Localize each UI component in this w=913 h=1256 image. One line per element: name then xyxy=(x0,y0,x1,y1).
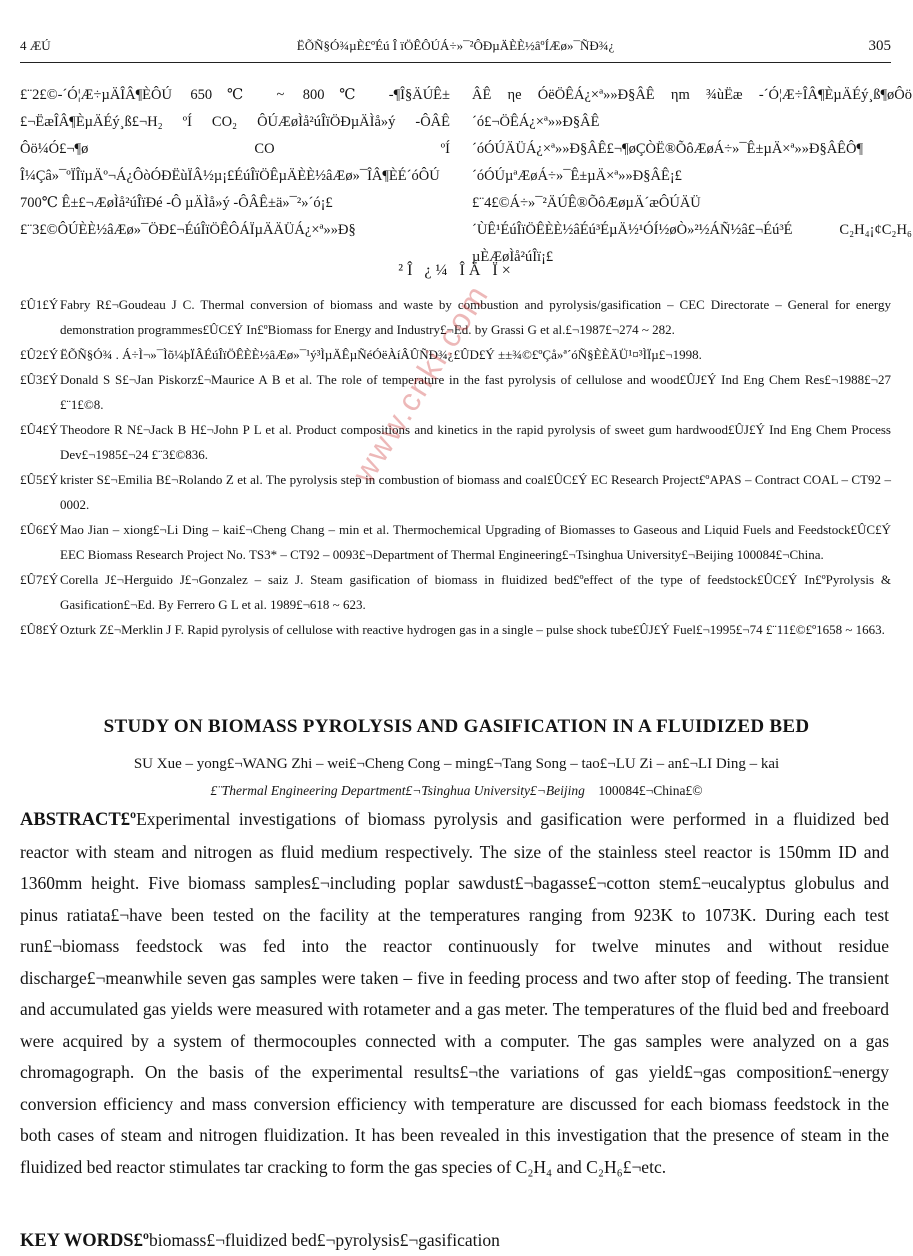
affiliation-postcode: 100084£¬China£© xyxy=(598,783,703,798)
reference-item xyxy=(20,567,891,617)
body-paragraph: £¨3£©ÔÚÈÈ½âÆø»¯ÖÐ£¬ÉúÎïÖÊÔÁÏµÄÄÜÁ¿×ª»»Ð§ xyxy=(20,222,356,238)
running-title: ËÕÑ§Ó¾µÈ£ºÉú Î ïÖÊÔÚÁ÷»¯²ÔÐµÄÈÈ½âºÍÆø»¯ÑÐ¾¿ xyxy=(296,38,615,53)
body-paragraph: ÂÊ ηe ÓëÖÊÁ¿×ª»»Ð§ÂÊ ηm ¾ùËæ -´Ó¦Æ÷ÎÂ¶ÈµÄÉý¸ß¶øÔö´ó£¬ÖÊÁ¿×ª»»Ð§ÂÊ´óÓÚÄÜÁ¿×ª»»Ð§ÂÊ£¬¶øÇÒË®ÕôÆøÁ÷»¯Ê±µÄ×ª»»Ð§ÂÊÔ¶´óÓÚµªÆøÁ÷»¯Ê±µÄ×ª»»Ð§ÂÊ¡£ xyxy=(472,87,912,184)
reference-number: £Û3£Ý xyxy=(20,372,59,387)
reference-text: krister S£¬Emilia B£¬Rolando Z et al. The pyrolysis step in combustion of biomass and coal£ÛC£Ý EC Research Project£ºAPAS – Contract COAL – CT92 – 0002. xyxy=(60,472,891,512)
keywords-text: biomass£¬fluidized bed£¬pyrolysis£¬gasification xyxy=(148,1230,500,1250)
reference-item xyxy=(20,617,891,642)
page-number-left: 4 ÆÚ xyxy=(20,38,51,53)
header-rule xyxy=(20,62,891,63)
keywords-label: KEY WORDS£º xyxy=(20,1231,149,1251)
reference-item xyxy=(20,292,891,342)
abstract-text: Experimental investigations of biomass pyrolysis and gasification were performed in a fluidized bed reactor with steam and nitrogen as fluid medium respectively. The size of the stainless steel reactor is 150mm ID and 1360mm height. Five biomass samples£¬including poplar sawdust£¬bagasse£¬cotton stem£¬eucalyptus globulus and pinus ratiata£¬have been tested on the facility at the temperatures ranging from 923K to 1073K. During each test run£¬biomass feedstock was fed into the reactor continuously for twelve minutes and without residue discharge£¬meanwhile seven gas samples were taken – five in feeding process and two after stop of feeding. The transient and accumulated gas yields were measured with rotameter and a gas meter. The temperatures of the fluid bed and freeboard were acquired by a system of thermocouples connected with a computer. The gas samples were analyzed on a gas chromagograph. On the basis of the experimental results£¬the variations of gas yield£¬gas composition£¬energy conversion efficiency and mass conversion efficiency with temperature are discussed for each biomass feedstock in the both cases of steam and nitrogen fluidization. It has been revealed in this investigation that the presence of steam in the fluidized bed reactor stimulates tar cracking to form the gas species of C₂H₄ and C₂H₆£¬etc. xyxy=(20,809,889,1177)
reference-number: £Û8£Ý xyxy=(20,622,59,637)
body-column-right xyxy=(472,82,912,271)
reference-number: £Û2£Ý xyxy=(20,347,59,362)
keywords-block xyxy=(20,1226,889,1255)
reference-item xyxy=(20,417,891,467)
reference-number: £Û5£Ý xyxy=(20,472,59,487)
reference-item xyxy=(20,517,891,567)
reference-number: £Û7£Ý xyxy=(20,572,59,587)
english-title: STUDY ON BIOMASS PYROLYSIS AND GASIFICATION IN A FLUIDIZED BED xyxy=(103,716,810,737)
reference-item xyxy=(20,342,891,367)
affiliation-text: £¨Thermal Engineering Department£¬Tsinghua University£¬Beijing xyxy=(210,783,585,798)
reference-text: Ozturk Z£¬Merklin J F. Rapid pyrolysis of cellulose with reactive hydrogen gas in a single – pulse shock tube£ÛJ£Ý Fuel£¬1995£¬74 £¨11£©£º1658 ~ 1663. xyxy=(60,622,885,637)
reference-text: Fabry R£¬Goudeau J C. Thermal conversion of biomass and waste by combustion and pyrolysis/gasification – CEC Directorate – General for energy demonstration programmes£ÛC£Ý In£ºBiomass for Energy and Industry£¬Ed. by Grassi G et al.£¬1987£¬274 ~ 282. xyxy=(60,297,891,337)
affiliation-line xyxy=(0,783,913,799)
reference-item xyxy=(20,467,891,517)
abstract-label: ABSTRACT£º xyxy=(20,810,137,830)
reference-text: Corella J£¬Herguido J£¬Gonzalez – saiz J. Steam gasification of biomass in fluidized bed£ºeffect of the type of feedstock£ÛC£Ý In£ºPyrolysis & Gasification£¬Ed. By Ferrero G L et al. 1989£¬618 ~ 623. xyxy=(60,572,891,612)
reference-number: £Û4£Ý xyxy=(20,422,59,437)
references-list xyxy=(20,292,891,642)
references-heading: ²Î ¿¼ ÎÄ Ï× xyxy=(398,262,515,279)
reference-item xyxy=(20,367,891,417)
authors-line: SU Xue – yong£¬WANG Zhi – wei£¬Cheng Cong – ming£¬Tang Song – tao£¬LU Zi – an£¬LI Ding – kai xyxy=(133,756,780,772)
reference-number: £Û6£Ý xyxy=(20,522,59,537)
reference-text: Theodore R N£¬Jack B H£¬John P L et al. Product compositions and kinetics in the rapid pyrolysis of sweet gum hardwood£ÛJ£Ý Ind Eng Chem Process Dev£¬1985£¬24 £¨3£©836. xyxy=(60,422,891,462)
body-paragraph: £¨4£©Á÷»¯²ÄÚÊ®ÕôÆøµÄ´æÔÚÄÜ´ÙÊ¹ÉúÎïÖÊÈÈ½âÉú³ÉµÄ½¹ÓÍ½øÒ»²½ÁÑ½â£¬Éú³É C₂H₄¡¢C₂H₆ µÈÆøÌå²úÎï¡£ xyxy=(472,195,912,265)
page-header xyxy=(20,38,891,60)
page-number-right: 305 xyxy=(868,38,891,54)
reference-text: Donald S S£¬Jan Piskorz£¬Maurice A B et al. The role of temperature in the fast pyrolysis of cellulose and wood£ÛJ£Ý Ind Eng Chem Res£¬1988£¬27 £¨1£©8. xyxy=(60,372,891,412)
watermark: www.cnki.com xyxy=(345,277,496,490)
body-paragraph: £¨2£©-´Ó¦Æ÷µÄÎÂ¶ÈÔÚ 650℃ ~ 800℃ -¶Î§ÄÚÊ±£¬ËæÎÂ¶ÈµÄÉý¸ß£¬H₂ ºÍ CO₂ ÔÚÆøÌå²úÎïÖÐµÄÌå»ý -ÔÂÊ Ôö¼Ó£¬¶ø CO ºÍ Î¼Çâ»¯ºÏÎïµÄº¬Á¿ÔòÓÐËùÏÂ½µ¡£ÉúÎïÖÊµÄÈÈ½âÆø»¯ÎÂ¶ÈÉ´óÔÚ 700℃ Ê±£¬ÆøÌå²úÎïÐé -Ô µÄÌå»ý -ÔÂÊ±ä»¯²»´ó¡£ xyxy=(20,87,450,211)
abstract-block xyxy=(20,804,889,1183)
body-column-left xyxy=(20,82,450,244)
reference-text: Mao Jian – xiong£¬Li Ding – kai£¬Cheng Chang – min et al. Thermochemical Upgrading of Biomasses to Gaseous and Liquid Fuels and Feedstock£ÛC£Ý EEC Biomass Research Project No. TS3* – CT92 – 0093£¬Department of Thermal Engineering£¬Tsinghua University£¬Beijing 100084£¬China. xyxy=(60,522,891,562)
reference-text: ËÕÑ§Ó¾ . Á÷Ì¬»¯Ìõ¼þÏÂÉúÎïÖÊÈÈ½âÆø»¯¹ý³ÌµÄÊµÑéÓëÀíÂÛÑÐ¾¿£ÛD£Ý ±±¾©£ºÇå»ª´óÑ§ÈÈÄÜ¹¤³ÌÏµ£¬1998. xyxy=(60,347,702,362)
reference-number: £Û1£Ý xyxy=(20,297,59,312)
body-columns xyxy=(20,82,912,265)
